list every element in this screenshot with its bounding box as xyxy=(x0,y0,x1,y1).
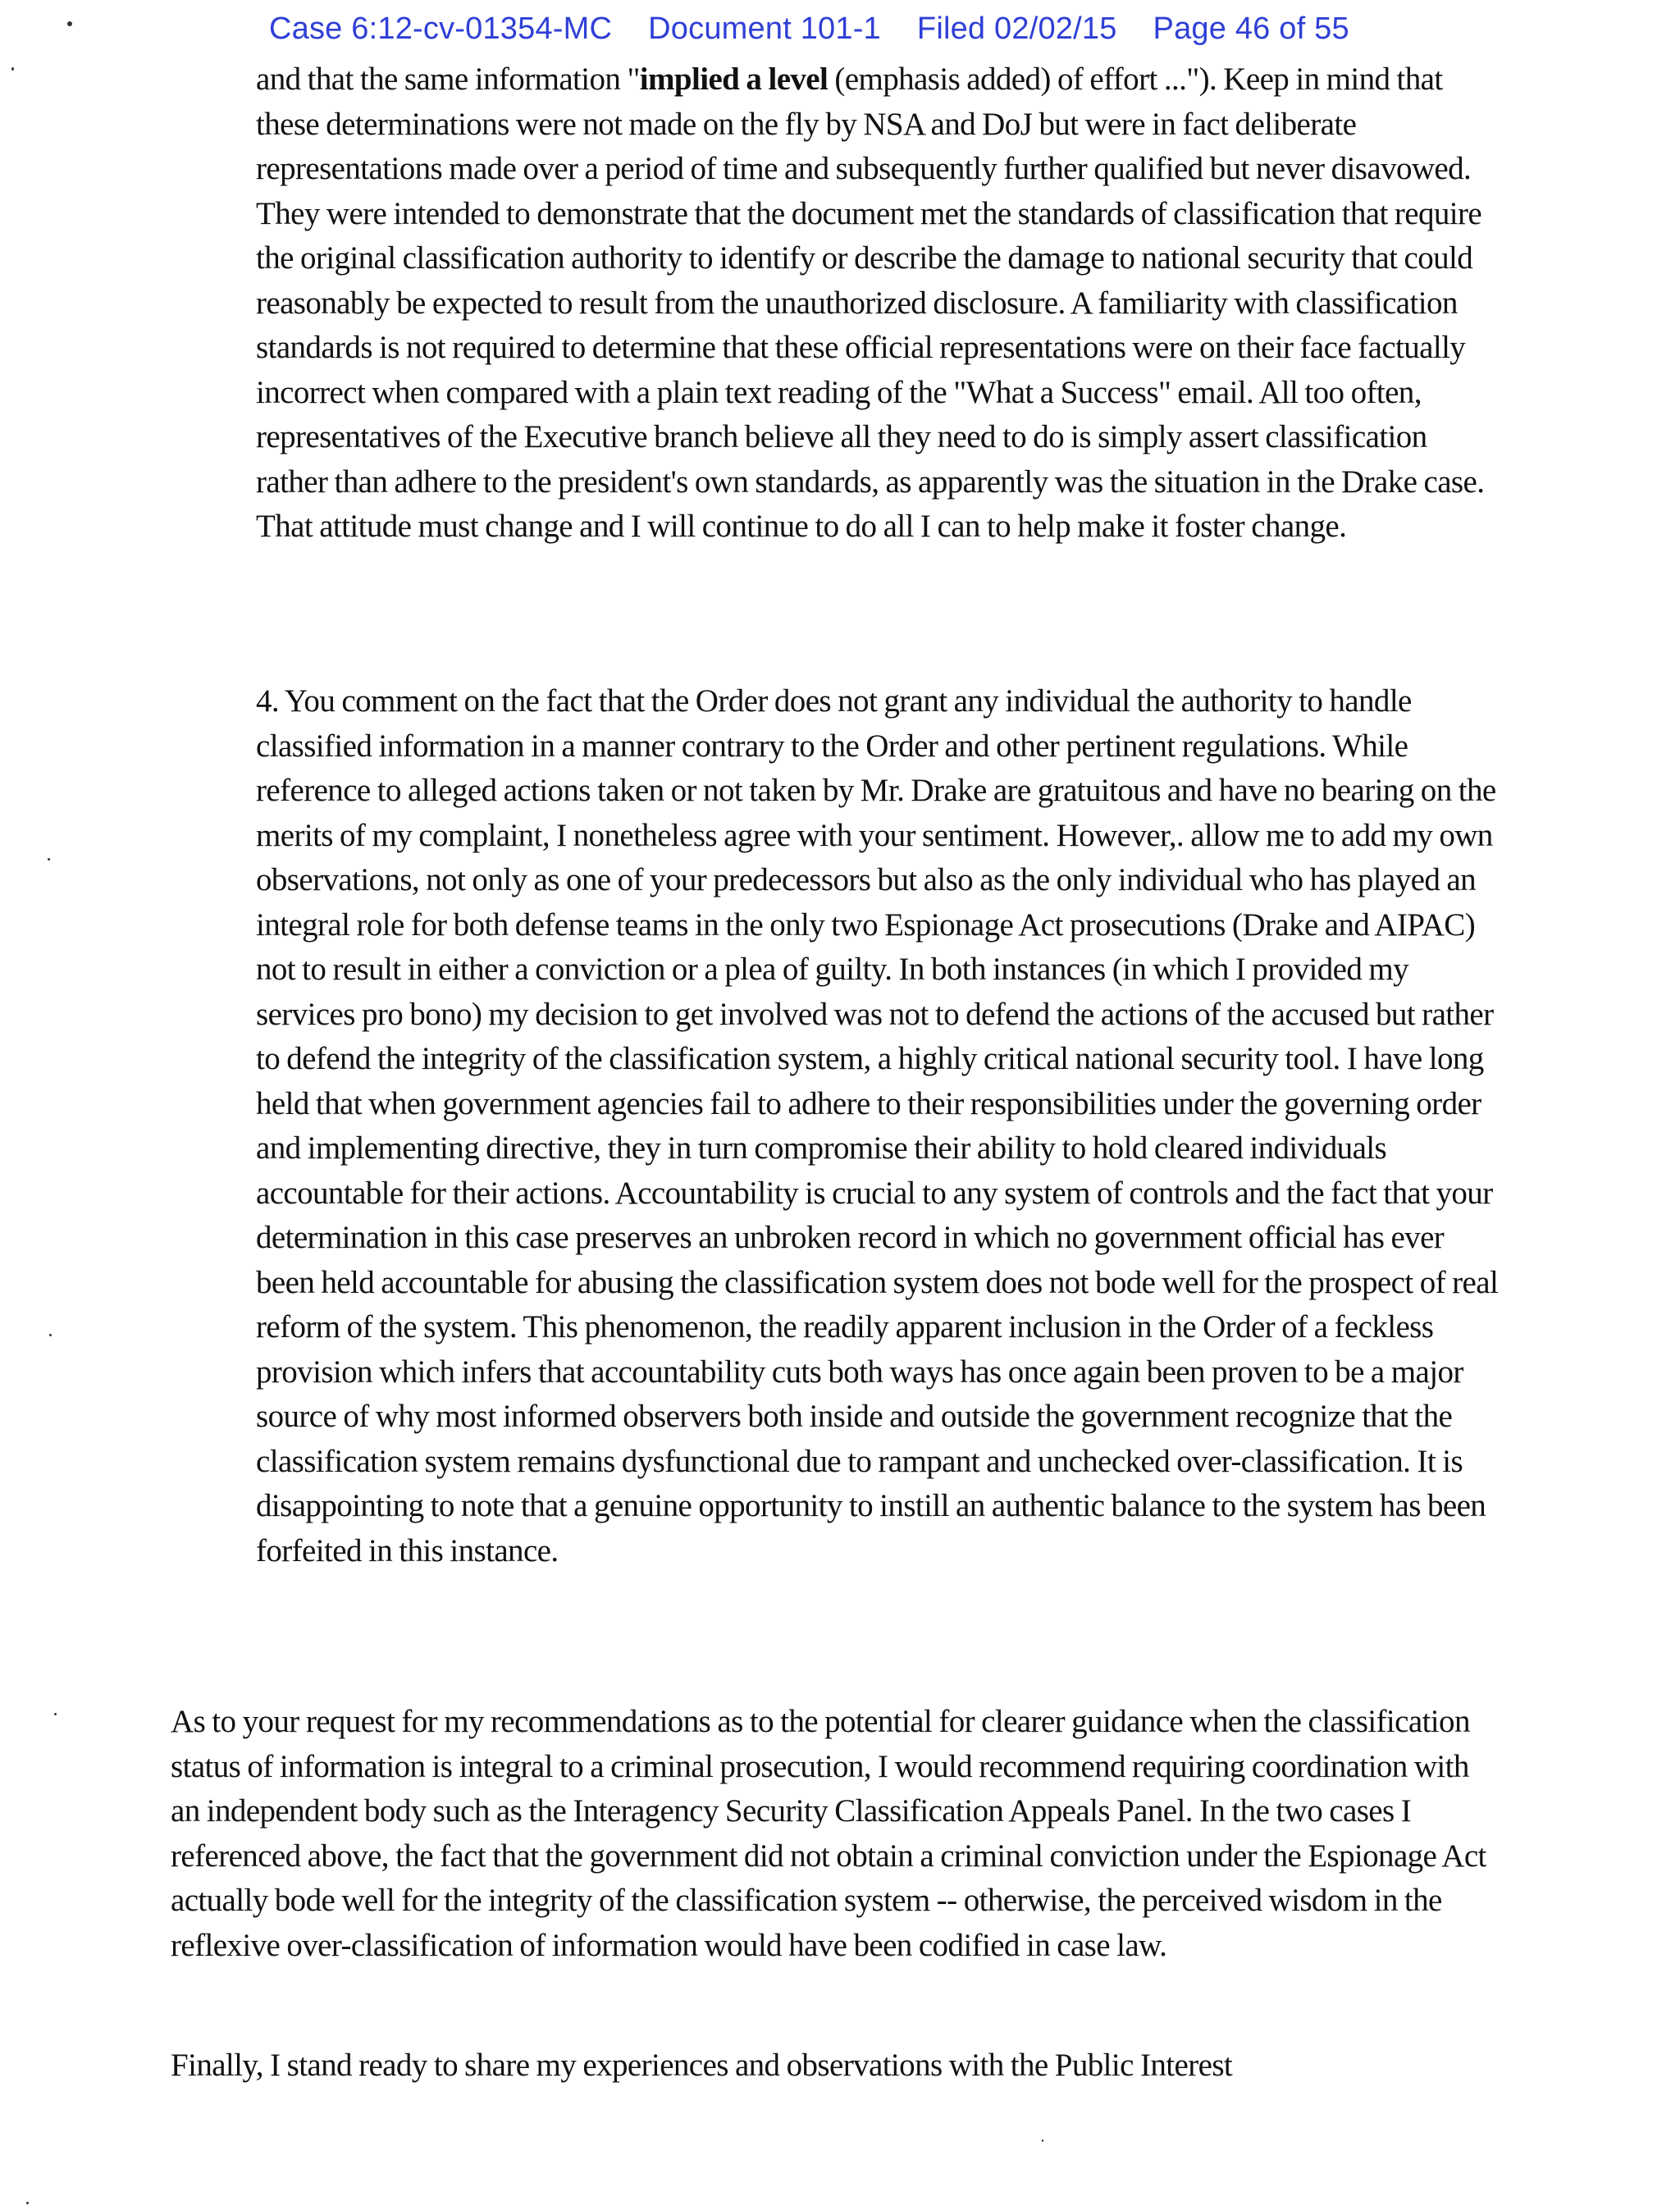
emphasis-text: implied a level xyxy=(639,62,829,97)
scan-speck xyxy=(1042,2139,1043,2142)
case-number: Case 6:12-cv-01354-MC xyxy=(269,11,613,46)
scan-speck xyxy=(49,1334,52,1336)
closing-paragraph: Finally, I stand ready to share my experiences and observations with the Public Interest xyxy=(171,2048,1233,2083)
continuation-text-start: and that the same information " xyxy=(256,62,640,97)
continuation-text-end: (emphasis added) of effort ..."). Keep in mind that these determinations were not made on the fly by NSA and DoJ but were in fact deliberate representations made over a period of time and subsequently further qualified but never disavowed. They were intended to demonstrate that the document met the standards of classification that require the original classification authority to identify or describe the damage to national security that could reasonably be expected to result from the unauthorized disclosure. A familiarity with classification standards is not required to determine that these official representations were on their face factually incorrect when compared with a plain text reading of the "What a Success" email. All too often, representatives of the Executive branch believe all they need to do is simply assert classification rather than adhere to the president's own standards, as apparently was the situation in the Drake case. That attitude must change and I will continue to do all I can to help make it foster change. xyxy=(256,62,1485,544)
filed-date: Filed 02/02/15 xyxy=(916,11,1117,46)
scan-speck xyxy=(11,67,14,71)
recommendation-paragraph: As to your request for my recommendations as to the potential for clearer guidance when the classification status of information is integral to a criminal prosecution, I would recommend requiring coordination with an independent body such as the Interagency Security Classification Appeals Panel. In the two cases I referenced above, the fact that the government did not obtain a criminal conviction under the Espionage Act actually bode well for the integrity of the classification system -- otherwise, the perceived wisdom in the reflexive over-classification of information would have been codified in case law. xyxy=(171,1704,1486,1963)
scan-speck xyxy=(26,2202,29,2204)
scan-speck xyxy=(67,21,72,26)
point-four-paragraph: 4. You comment on the fact that the Order does not grant any individual the authority to handle classified information in a manner contrary to the Order and other pertinent regulations. While reference to alleged actions taken or not taken by Mr. Drake are gratuitous and have no bearing on the merits of my complaint, I nonetheless agree with your sentiment. However,. allow me to add my own observations, not only as one of your predecessors but also as the only individual who has played an integral role for both defense teams in the only two Espionage Act prosecutions (Drake and AIPAC) not to result in either a conviction or a plea of guilty. In both instances (in which I provided my services pro bono) my decision to get involved was not to defend the actions of the accused but rather to defend the integrity of the classification system, a highly critical national security tool. I have long held that when government agencies fail to adhere to their responsibilities under the governing order and implementing directive, they in turn compromise their ability to hold cleared individuals accountable for their actions. Accountability is crucial to any system of controls and the fact that your determination in this case preserves an unbroken record in which no government official has ever been held accountable for abusing the classification system does not bode well for the prospect of real reform of the system. This phenomenon, the readily apparent inclusion in the Order of a feckless provision which infers that accountability cuts both ways has once again been proven to be a major source of why most informed observers both inside and outside the government recognize that the classification system remains dysfunctional due to rampant and unchecked over-classification. It is disappointing to note that a genuine opportunity to instill an authentic balance to the system has been forfeited in this instance. xyxy=(256,683,1499,1568)
scan-speck xyxy=(54,1713,57,1715)
scan-speck xyxy=(48,858,50,861)
continuation-paragraph xyxy=(256,57,1503,550)
page-number: Page 46 of 55 xyxy=(1153,11,1349,46)
document-number: Document 101-1 xyxy=(648,11,881,46)
case-header xyxy=(269,11,1500,47)
